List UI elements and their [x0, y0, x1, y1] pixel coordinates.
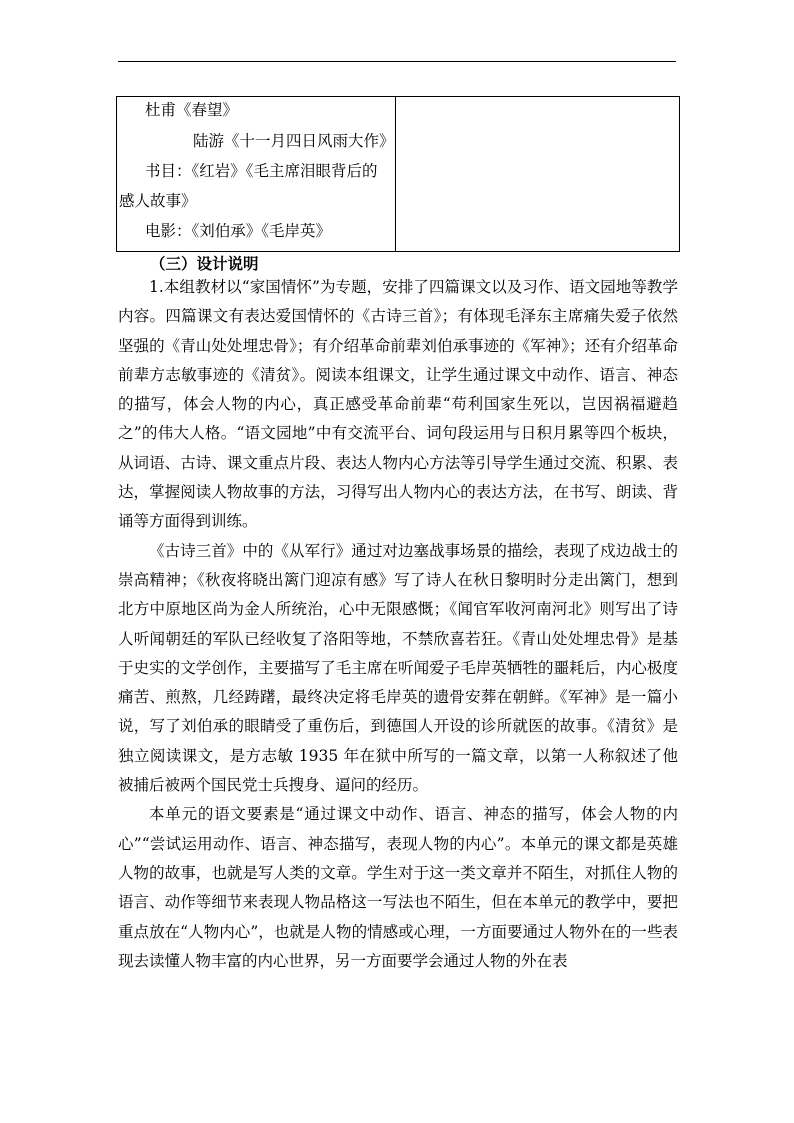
resource-line-4: 感人故事》 [119, 192, 197, 210]
resource-table [116, 96, 680, 252]
section-heading: （三）设计说明 [150, 254, 259, 273]
resource-cell-right [396, 97, 679, 251]
resource-line-2: 陆游《十一月四日风雨大作》 [193, 132, 395, 150]
resource-cell-left [117, 97, 396, 251]
paragraph: 《古诗三首》中的《从军行》通过对边塞战事场景的描绘，表现了戍边战士的崇高精神；《秋夜将晓出篱门迎凉有感》写了诗人在秋日黎明时分走出篱门，想到北方中原地区尚为金人所统治，心中无限感慨；《闻官军收河南河北》则写出了诗人听闻朝廷的军队已经收复了洛阳等地，不禁欣喜若狂。《青山处处埋忠骨》是基于史实的文学创作，主要描写了毛主席在听闻爱子毛岸英牺牲的噩耗后，内心极度痛苦、煎熬，几经踌躇，最终决定将毛岸英的遗骨安葬在朝鲜。《军神》是一篇小说，写了刘伯承的眼睛受了重伤后，到德国人开设的诊所就医的故事。《清贫》是独立阅读课文，是方志敏 1935 年在狱中所写的一篇文章，以第一人称叙述了他被捕后被两个国民党士兵搜身、逼问的经历。 [118, 541, 678, 795]
paragraph: 本单元的语文要素是“通过课文中动作、语言、神态的描写，体会人物的内心”“尝试运用动作、语言、神态描写，表现人物的内心”。本单元的课文都是英雄人物的故事，也就是写人类的文章。学生对于这一类文章并不陌生，对抓住人物的语言、动作等细节来表现人物品格这一写法也不陌生，但在本单元的教学中，要把重点放在“人物内心”，也就是人物的情感或心理，一方面要通过人物外在的一些表现去读懂人物丰富的内心世界，另一方面要学会通过人物的外在表 [118, 805, 678, 970]
resource-line-3: 书目：《红岩》《毛主席泪眼背后的 [145, 162, 378, 180]
paragraph: 1.本组教材以“家国情怀”为专题，安排了四篇课文以及习作、语文园地等教学内容。四篇课文有表达爱国情怀的《古诗三首》；有体现毛泽东主席痛失爱子依然坚强的《青山处处埋忠骨》；有介绍革命前辈刘伯承事迹的《军神》；还有介绍革命前辈方志敏事迹的《清贫》。阅读本组课文，让学生通过课文中动作、语言、神态的描写，体会人物的内心，真正感受革命前辈“苟利国家生死以，岂因祸福避趋之”的伟大人格。“语文园地”中有交流平台、词句段运用与日积月累等四个板块，从词语、古诗、课文重点片段、表达人物内心方法等引导学生通过交流、积累、表达，掌握阅读人物故事的方法，习得写出人物内心的表达方法，在书写、朗读、背诵等方面得到训练。 [118, 278, 678, 531]
resource-line-5: 电影：《刘伯承》《毛岸英》 [145, 222, 332, 240]
header-rule [118, 61, 676, 62]
resource-line-1: 杜甫《春望》 [145, 101, 239, 119]
design-notes-section [118, 255, 678, 976]
